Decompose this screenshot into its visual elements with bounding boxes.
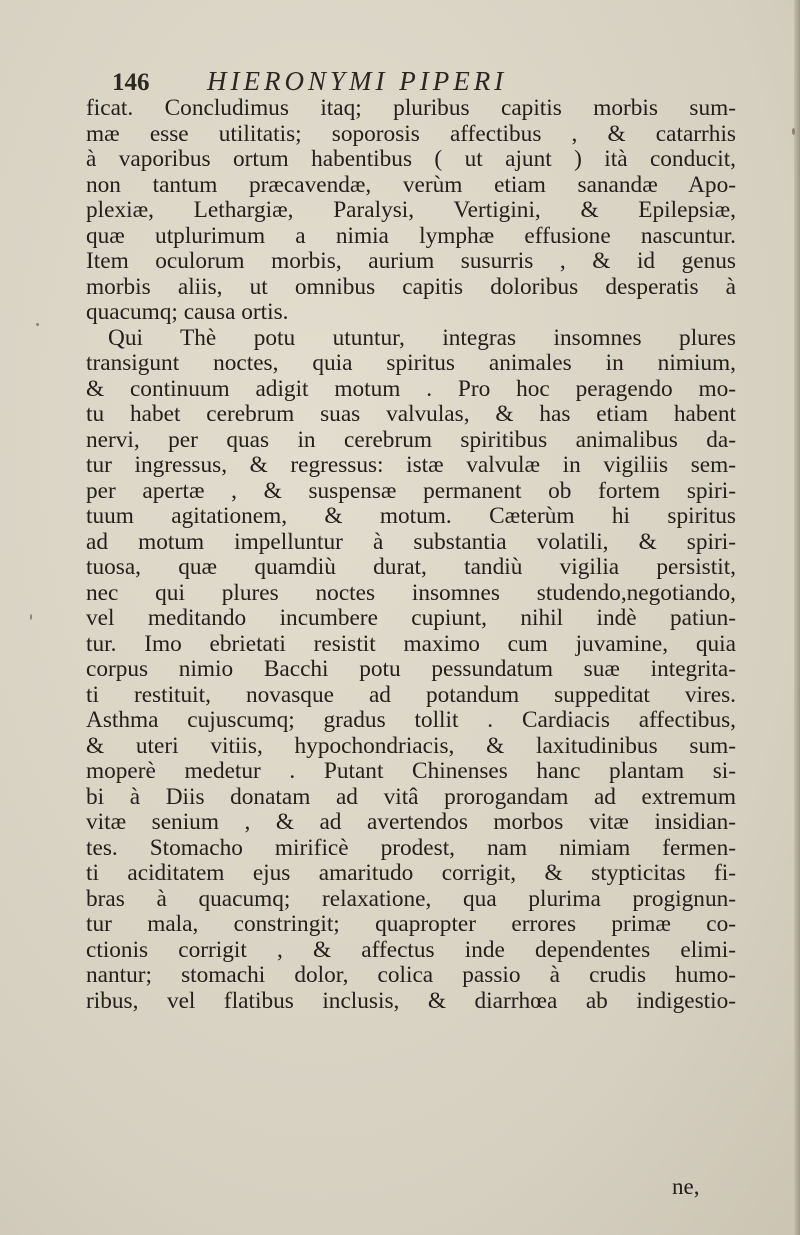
paper-speck — [30, 614, 32, 620]
running-head — [112, 66, 507, 97]
text-line: quacumq; causa ortis. — [86, 299, 289, 325]
body-text — [86, 96, 736, 1014]
text-line: mæ esse utilitatis; soporosis affectibus , & catarrhis — [86, 120, 736, 147]
text-line: tes. Stomacho mirificè prodest, nam nimiam fermen- — [86, 834, 736, 861]
text-line: ti aciditatem ejus amaritudo corrigit, & stypticitas fi- — [86, 860, 736, 886]
text-line: bi à Diis donatam ad vitâ prorogandam ad extremum — [86, 783, 736, 810]
text-line: à vaporibus ortum habentibus ( ut ajunt ) ità conducit, — [86, 146, 736, 172]
text-line: tur. Imo ebrietati resistit maximo cum juvamine, quia — [86, 630, 736, 657]
text-line: transigunt noctes, quia spiritus animales in nimium, — [86, 350, 736, 376]
text-line: & continuum adigit motum . Pro hoc peragendo mo- — [86, 375, 736, 402]
text-line: plexiæ, Lethargiæ, Paralysi, Vertigini, & Epilepsiæ, — [86, 197, 736, 223]
text-line: per apertæ , & suspensæ permanent ob fortem spiri- — [86, 477, 736, 504]
text-line: vitæ senium , & ad avertendos morbos vitæ insidian- — [86, 809, 736, 835]
text-line: & uteri vitiis, hypochondriacis, & laxitudinibus sum- — [86, 732, 736, 759]
text-line: ad motum impelluntur à substantia volatili, & spiri- — [86, 528, 736, 555]
running-head-title: HIERONYMI PIPERI — [207, 66, 508, 96]
text-line: quæ utplurimum a nimia lymphæ effusione nascuntur. — [86, 222, 736, 249]
text-line: tu habet cerebrum suas valvulas, & has etiam habent — [86, 401, 736, 427]
catchword: ne, — [672, 1174, 700, 1199]
text-line: morbis aliis, ut omnibus capitis doloribus desperatis à — [86, 273, 736, 300]
text-line: moperè medetur . Putant Chinenses hanc plantam si- — [86, 758, 736, 784]
text-line: tur mala, constringit; quapropter errores primæ co- — [86, 911, 736, 937]
page-number: 146 — [112, 69, 150, 96]
text-line: ficat. Concludimus itaq; pluribus capitis morbis sum- — [86, 95, 736, 121]
text-line: nec qui plures noctes insomnes studendo,negotiando, — [86, 579, 736, 606]
text-line: non tantum præcavendæ, verùm etiam sanandæ Apo- — [86, 171, 736, 198]
text-line: ti restituit, novasque ad potandum suppeditat vires. — [86, 681, 736, 708]
text-line: bras à quacumq; relaxatione, qua plurima progignun- — [86, 885, 736, 912]
text-line: tuosa, quæ quamdiù durat, tandiù vigilia persistit, — [86, 554, 736, 580]
text-line: nantur; stomachi dolor, colica passio à crudis humo- — [86, 962, 736, 988]
text-line: corpus nimio Bacchi potu pessundatum suæ integrita- — [86, 656, 736, 682]
text-line: Item oculorum morbis, aurium susurris , & id genus — [86, 248, 736, 274]
text-line: ribus, vel flatibus inclusis, & diarrhœa ab indigestio- — [86, 987, 736, 1014]
text-line: tur ingressus, & regressus: istæ valvulæ in vigiliis sem- — [86, 452, 736, 478]
text-line: Asthma cujuscumq; gradus tollit . Cardiacis affectibus, — [86, 707, 736, 733]
text-line: vel meditando incumbere cupiunt, nihil indè patiun- — [86, 605, 736, 631]
text-line: tuum agitationem, & motum. Cæterùm hi spiritus — [86, 503, 736, 529]
page-edge — [794, 0, 800, 1235]
paper-speck — [36, 323, 39, 326]
paper-speck — [792, 128, 795, 135]
text-line: Qui Thè potu utuntur, integras insomnes plures — [108, 324, 736, 351]
text-line: ctionis corrigit , & affectus inde dependentes elimi- — [86, 936, 736, 963]
text-line: nervi, per quas in cerebrum spiritibus animalibus da- — [86, 426, 736, 453]
